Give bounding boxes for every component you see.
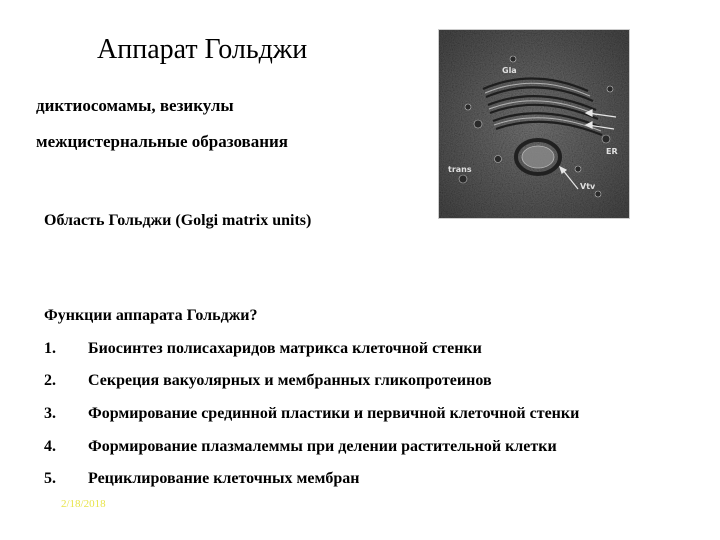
function-number: 4. <box>44 438 56 455</box>
function-item: Формирование плазмалеммы при делении растительной клетки <box>88 438 557 455</box>
function-number: 2. <box>44 372 56 389</box>
function-item: Секреция вакуолярных и мембранных гликопротеинов <box>88 372 492 389</box>
label-gla: Gla <box>502 66 517 75</box>
functions-heading: Функции аппарата Гольджи? <box>44 307 258 324</box>
function-item: Биосинтез полисахаридов матрикса клеточной стенки <box>88 340 482 357</box>
slide-title: Аппарат Гольджи <box>97 34 308 65</box>
label-er: ER <box>606 147 618 156</box>
golgi-micrograph <box>438 29 630 219</box>
label-trans: trans <box>448 165 472 174</box>
micrograph-background <box>438 29 630 219</box>
function-number: 1. <box>44 340 56 357</box>
function-number: 5. <box>44 470 56 487</box>
text-line-dictyosomes: диктиосомамы, везикулы <box>36 96 234 115</box>
text-line-intercisternal: межцистернальные образования <box>36 132 289 151</box>
function-number: 3. <box>44 405 56 422</box>
function-item: Формирование срединной пластики и первичной клеточной стенки <box>88 405 580 422</box>
slide-date: 2/18/2018 <box>61 498 106 510</box>
text-line-golgi-region: Область Гольджи (Golgi matrix units) <box>44 212 312 229</box>
function-item: Рециклирование клеточных мембран <box>88 470 360 487</box>
label-vtv: Vtv <box>580 182 596 191</box>
